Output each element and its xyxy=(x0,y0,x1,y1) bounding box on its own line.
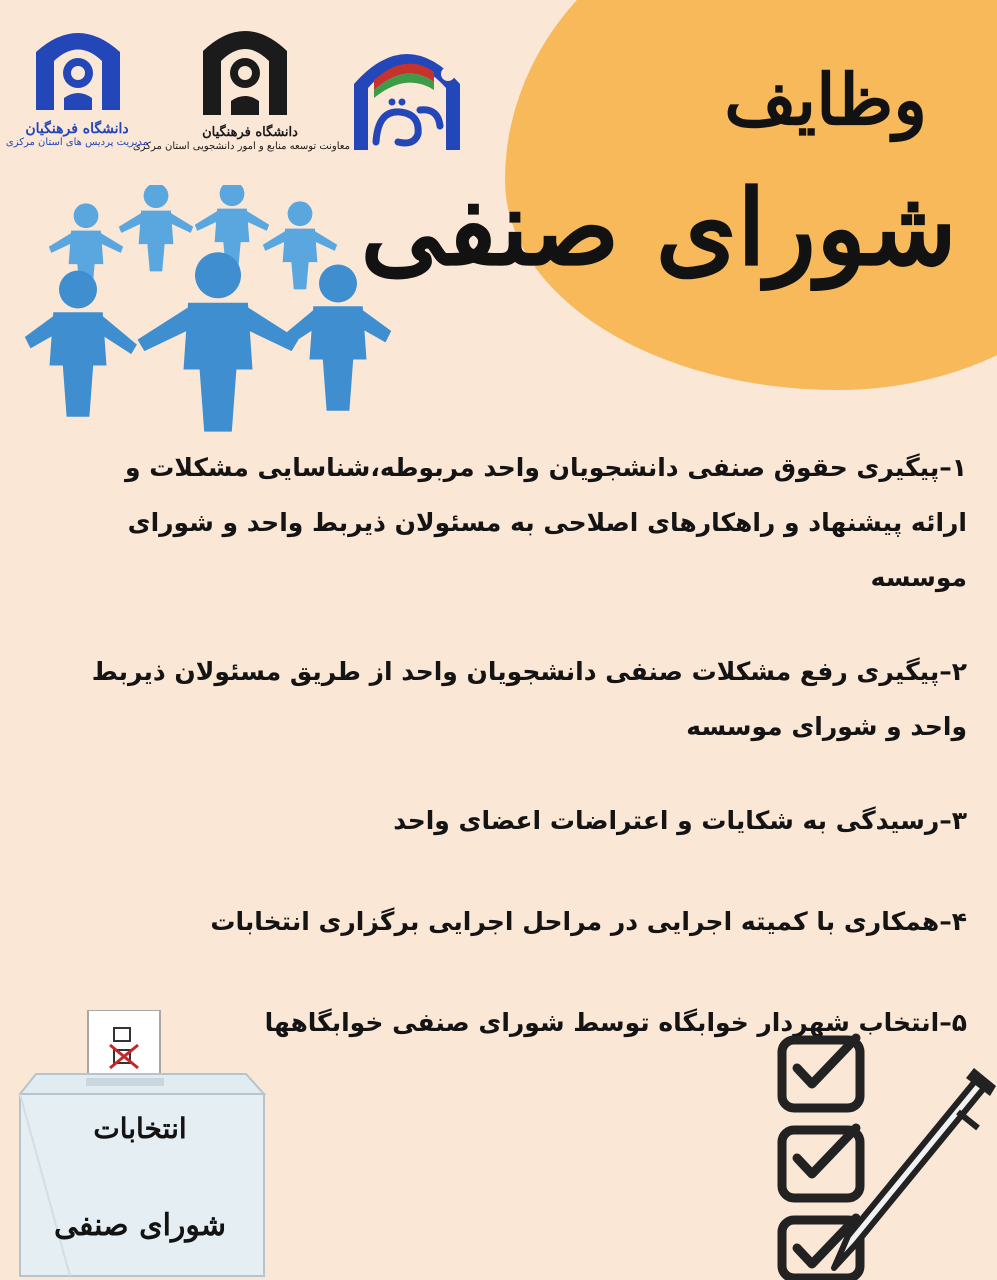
duty-item-2: ۲–پیگیری رفع مشکلات صنفی دانشجویان واحد از طریق مسئولان ذیربط واحد و شورای موسسه xyxy=(91,657,967,741)
left-logo-caption xyxy=(2,122,152,150)
farhangian-blue-logo-icon xyxy=(28,18,128,118)
student-council-logo-icon xyxy=(348,30,466,154)
page-title-line-1: وظایف xyxy=(724,58,927,141)
duties-list xyxy=(67,440,967,1096)
farhangian-black-logo-icon xyxy=(195,15,295,125)
ballot-label-line-1: انتخابات xyxy=(93,1112,187,1145)
ballot-label-line-2: شورای صنفی xyxy=(53,1208,227,1243)
farhangian-university-black-logo xyxy=(195,15,295,125)
checklist-icon xyxy=(752,1030,997,1280)
duty-item-3: ۳–رسیدگی به شکایات و اعتراضات اعضای واحد xyxy=(393,806,967,835)
student-council-logo xyxy=(348,30,466,154)
page-title-line-2: شورای صنفی xyxy=(360,166,957,289)
people-circle-icon xyxy=(20,185,392,435)
left-logo-caption-line-2: مدیریت پردیس های استان مرکزی xyxy=(5,137,149,148)
middle-logo-caption-line-2: معاونت توسعه منابع و امور دانشجویی استان مرکزی xyxy=(132,141,350,152)
farhangian-university-blue-logo xyxy=(28,18,128,118)
duty-item-4: ۴–همکاری با کمیته اجرایی در مراحل اجرایی برگزاری انتخابات xyxy=(210,907,967,936)
middle-logo-caption-line-1: دانشگاه فرهنگیان xyxy=(202,125,298,140)
duty-item-1: ۱–پیگیری حقوق صنفی دانشجویان واحد مربوطه،شناسایی مشکلات و ارائه پیشنهاد و راهکارهای اصلاحی به مسئولان ذیربط واحد و شورای موسسه xyxy=(125,453,967,592)
middle-logo-caption xyxy=(132,125,350,154)
duty-item-5: ۵–انتخاب شهردار خوابگاه توسط شورای صنفی خوابگاهها xyxy=(264,1008,967,1037)
left-logo-caption-line-1: دانشگاه فرهنگیان xyxy=(25,121,129,137)
